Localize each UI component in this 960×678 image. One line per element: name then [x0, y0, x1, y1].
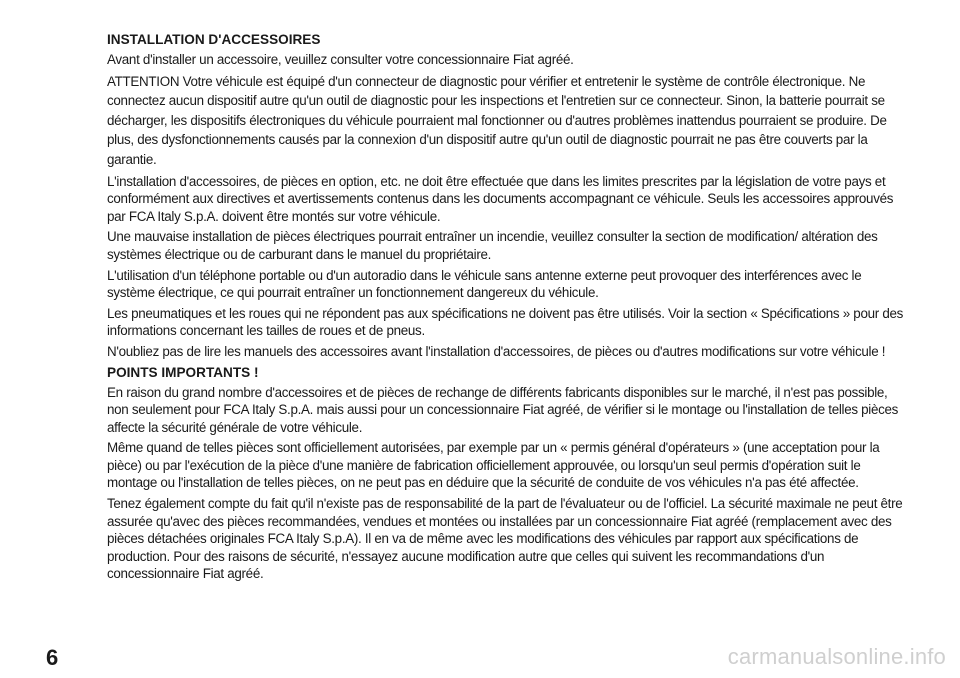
document-page — [107, 31, 907, 586]
paragraph-tyres-wheels: Les pneumatiques et les roues qui ne répondent pas aux spécifications ne doivent pas être utilisés. Voir la section « Spécifications » pour des informations concernant les tailles de roues et de pneus. — [107, 305, 904, 339]
section-heading-important: POINTS IMPORTANTS ! — [107, 364, 259, 380]
watermark-text: carmanualsonline.info — [727, 644, 946, 669]
paragraph-safety-check: En raison du grand nombre d'accessoires et de pièces de rechange de différents fabricants disponibles sur le marché, il n'est pas possible, non seulement pour FCA Italy S.p.A. mais aussi pour un concessionnaire Fiat agréé, de vérifier si le montage ou l'installation de telles pièces affecte la sécurité générale de votre véhicule. — [107, 384, 899, 435]
paragraph-phone-interference: L'utilisation d'un téléphone portable ou d'un autoradio dans le véhicule sans antenne externe peut provoquer des interférences avec le système électrique, ce qui pourrait entraîner un fonctionnement dangereux du véhicule. — [107, 267, 862, 301]
paragraph-responsibility: Tenez également compte du fait qu'il n'existe pas de responsabilité de la part de l'évaluateur ou de l'officiel. La sécurité maximale ne peut être assurée qu'avec des pièces recommandées, vendues et montées ou installées par un concessionnaire Fiat agréé (remplacement avec des pièces détachées originales FCA Italy S.p.A). Il en va de même avec les modifications des véhicules par rapport aux spécifications de production. Pour des raisons de sécurité, n'essayez aucune modification autre que celles qui suivent les recommandations d'un concessionnaire Fiat agréé. — [107, 496, 903, 582]
paragraph-official-authorization: Même quand de telles pièces sont officiellement autorisées, par exemple par un « permis général d'opérateurs » (une acceptation pour la pièce) ou par l'exécution de la pièce d'une manière de fabrication officiellement approuvée, ou lorsqu'un seul permis d'opération suit le montage ou l'installation de telles pièces, on ne peut pas en déduire que la sécurité de conduite de vos véhicules n'a pas été affectée. — [107, 440, 880, 491]
paragraph-installation-limits: L'installation d'accessoires, de pièces en option, etc. ne doit être effectuée que dans les limites prescrites par la législation de votre pays et conformément aux directives et avertissements contenus dans les documents accompagnant ce véhicule. Seuls les accessoires approuvés par FCA Italy S.p.A. doivent être montés sur votre véhicule. — [107, 173, 894, 224]
paragraph-electrical-fire: Une mauvaise installation de pièces électriques pourrait entraîner un incendie, veuillez consulter la section de modification/ altération des systèmes électrique ou de carburant dans le manuel du propriétaire. — [107, 229, 878, 262]
paragraph-read-manuals: N'oubliez pas de lire les manuels des accessoires avant l'installation d'accessoires, de pièces ou d'autres modifications sur votre véhicule ! — [107, 343, 886, 359]
paragraph-intro: Avant d'installer un accessoire, veuillez consulter votre concessionnaire Fiat agréé. — [107, 52, 574, 67]
page-number: 6 — [46, 645, 59, 670]
section-heading-accessories: INSTALLATION D'ACCESSOIRES — [107, 32, 321, 47]
paragraph-attention: ATTENTION Votre véhicule est équipé d'un connecteur de diagnostic pour vérifier et entretenir le système de contrôle électronique. Ne connectez aucun dispositif autre qu'un outil de diagnostic pour les inspections et l'entretien sur ce connecteur. Sinon, la batterie pourrait se décharger, les dispositifs électroniques du véhicule pourraient mal fonctionner ou d'autres problèmes inattendus pourraient se produire. De plus, des dysfonctionnements causés par la connexion d'un dispositif autre qu'un outil de diagnostic pourrait ne pas être couverts par la garantie. — [107, 73, 887, 167]
